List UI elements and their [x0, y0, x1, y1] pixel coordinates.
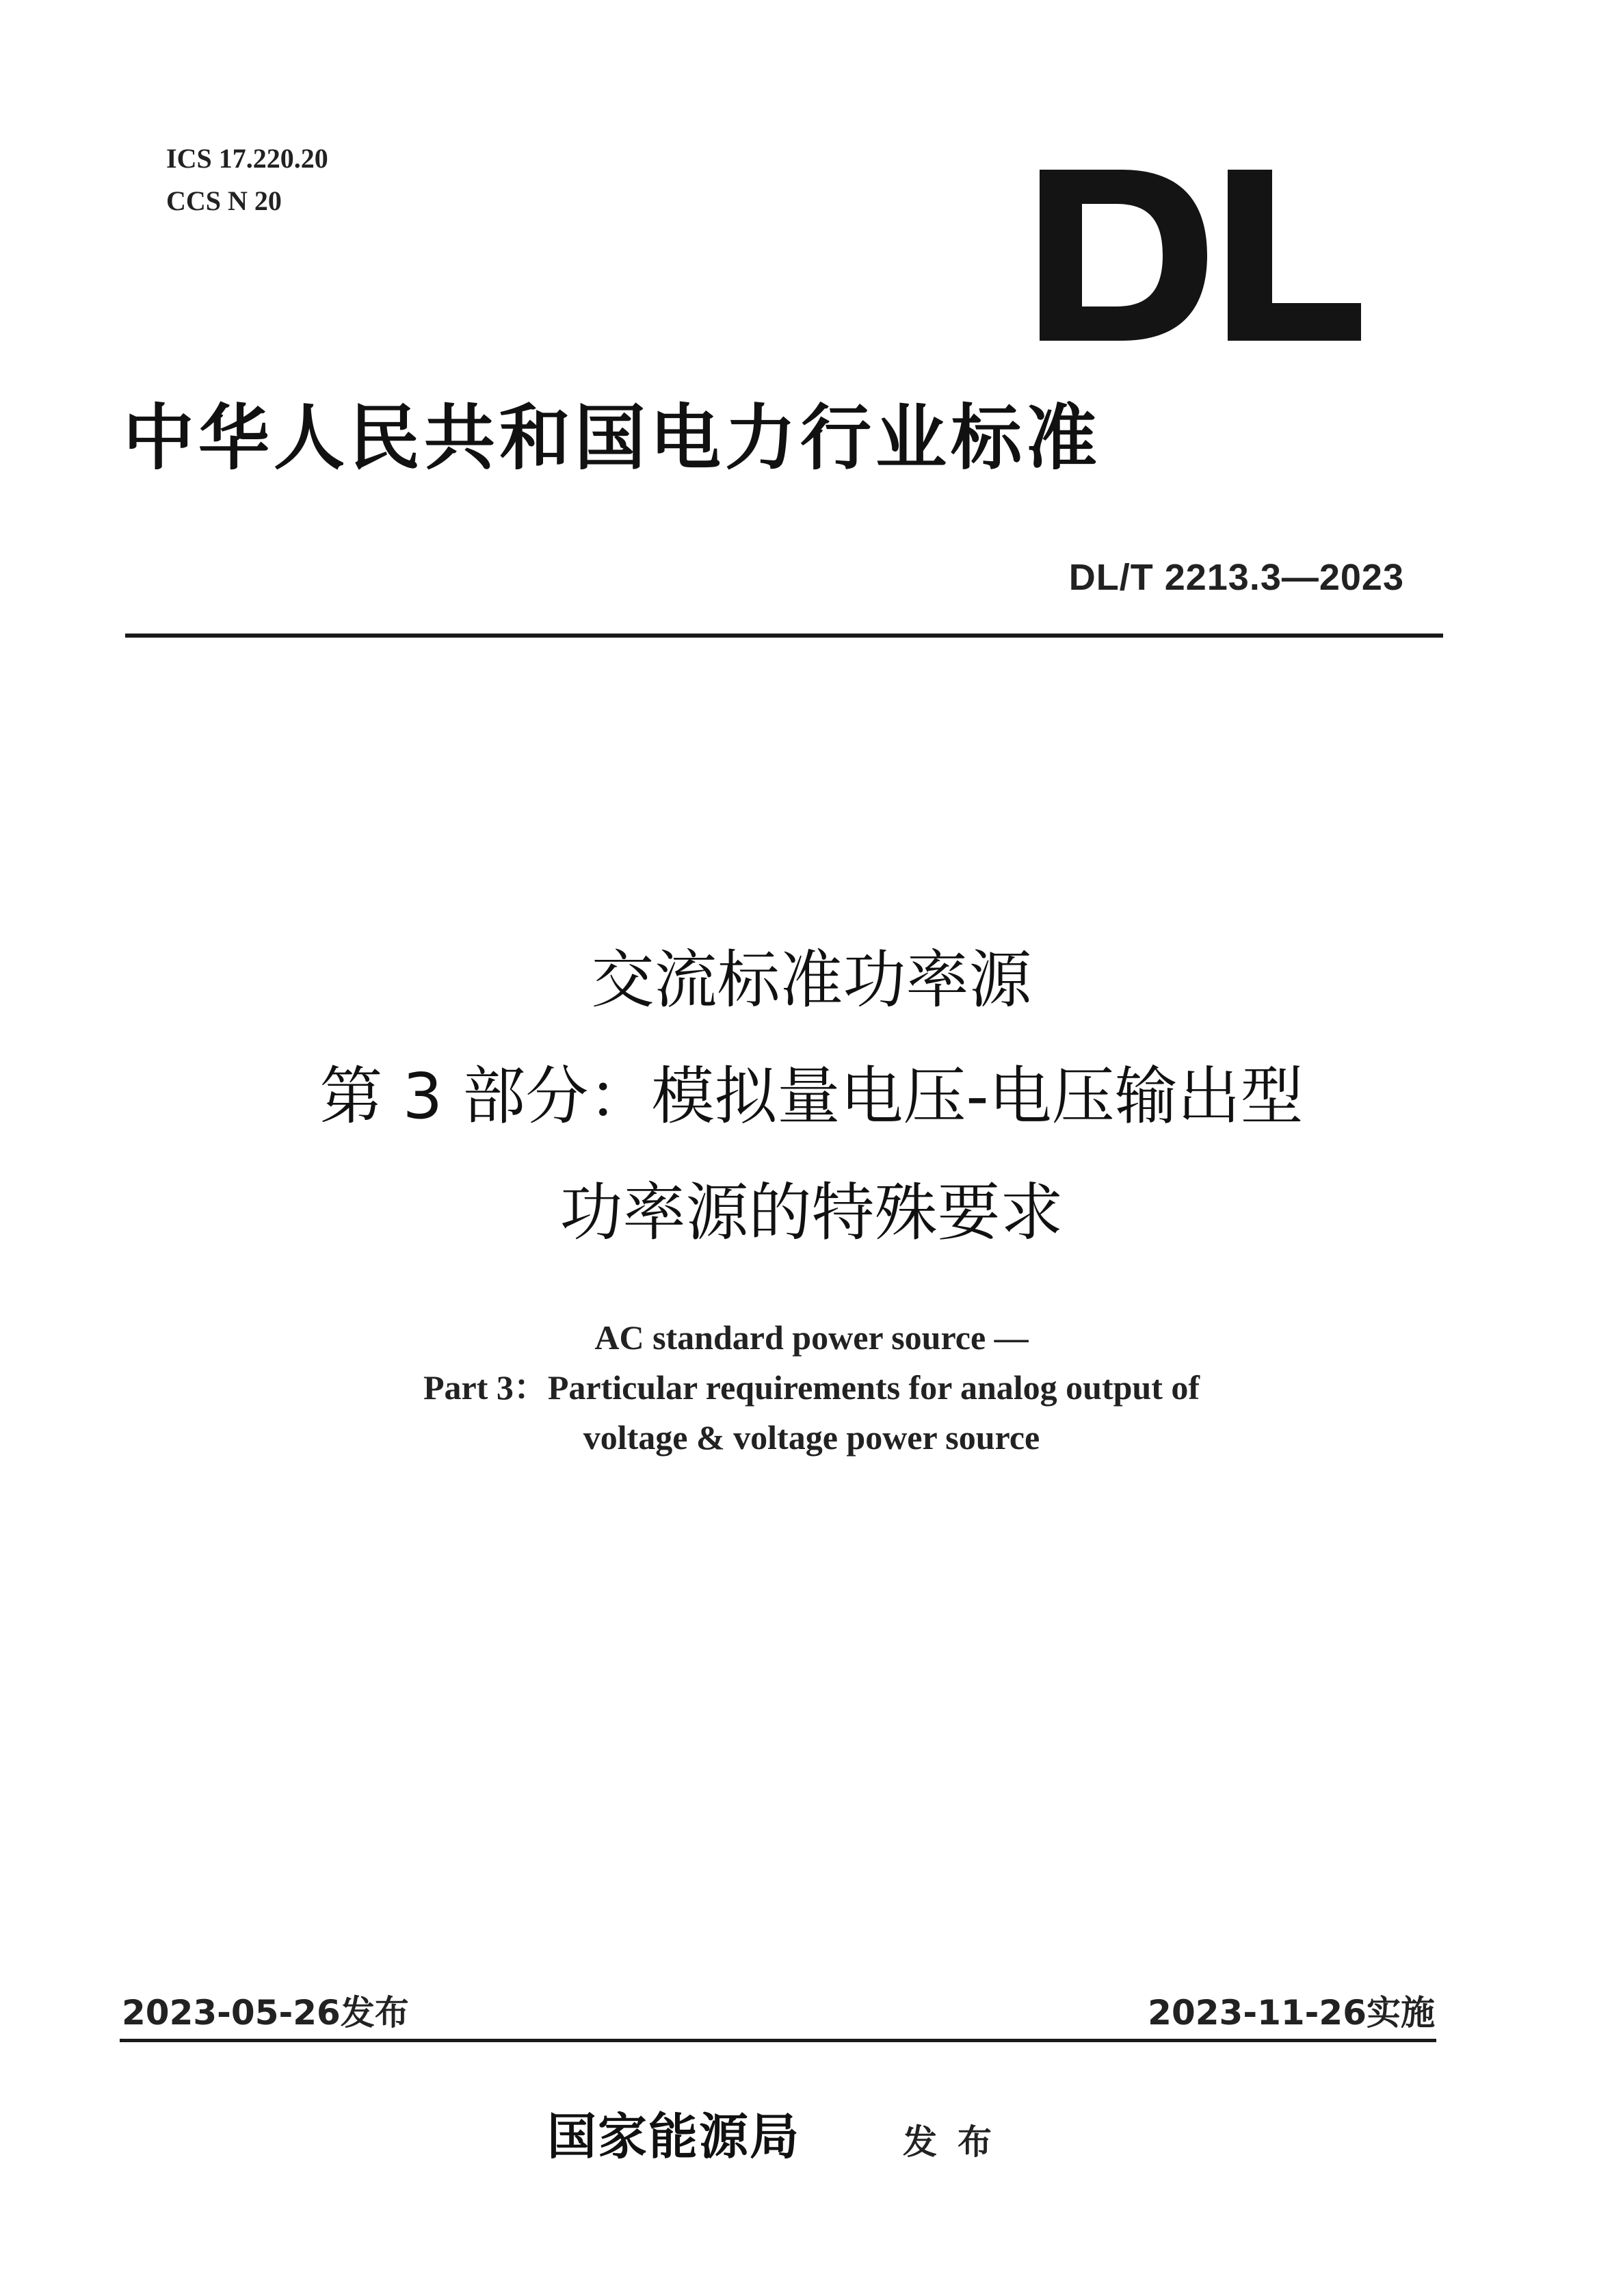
cn-title-line-2: 第 3 部分：模拟量电压-电压输出型 — [319, 1060, 1304, 1133]
en-title-line-1: AC standard power source — — [594, 1318, 1029, 1357]
standard-category-title: 中华人民共和国电力行业标准 — [123, 396, 1102, 480]
cn-title-line-3: 功率源的特殊要求 — [559, 1176, 1064, 1249]
en-title-line-2: Part 3：Particular requirements for analog output of — [423, 1368, 1200, 1407]
effective-date: 2023-11-26实施 — [1148, 1993, 1435, 2033]
dl-logo — [1040, 170, 1361, 341]
dl-logo-letter-d — [1040, 170, 1207, 341]
header-divider — [125, 634, 1443, 638]
standard-number: DL/T 2213.3—2023 — [1068, 557, 1404, 598]
ics-code: ICS 17.220.20 — [166, 143, 328, 174]
issuer-name: 国家能源局 — [547, 2107, 801, 2165]
dl-logo-letter-l — [1228, 170, 1361, 341]
issue-date: 2023-05-26发布 — [122, 1993, 409, 2033]
ccs-code: CCS N 20 — [166, 185, 282, 216]
en-title-line-3: voltage & voltage power source — [583, 1418, 1040, 1457]
cn-title-line-1: 交流标准功率源 — [591, 943, 1032, 1017]
issue-word: 发布 — [903, 2122, 1012, 2162]
footer-divider — [120, 2039, 1436, 2042]
